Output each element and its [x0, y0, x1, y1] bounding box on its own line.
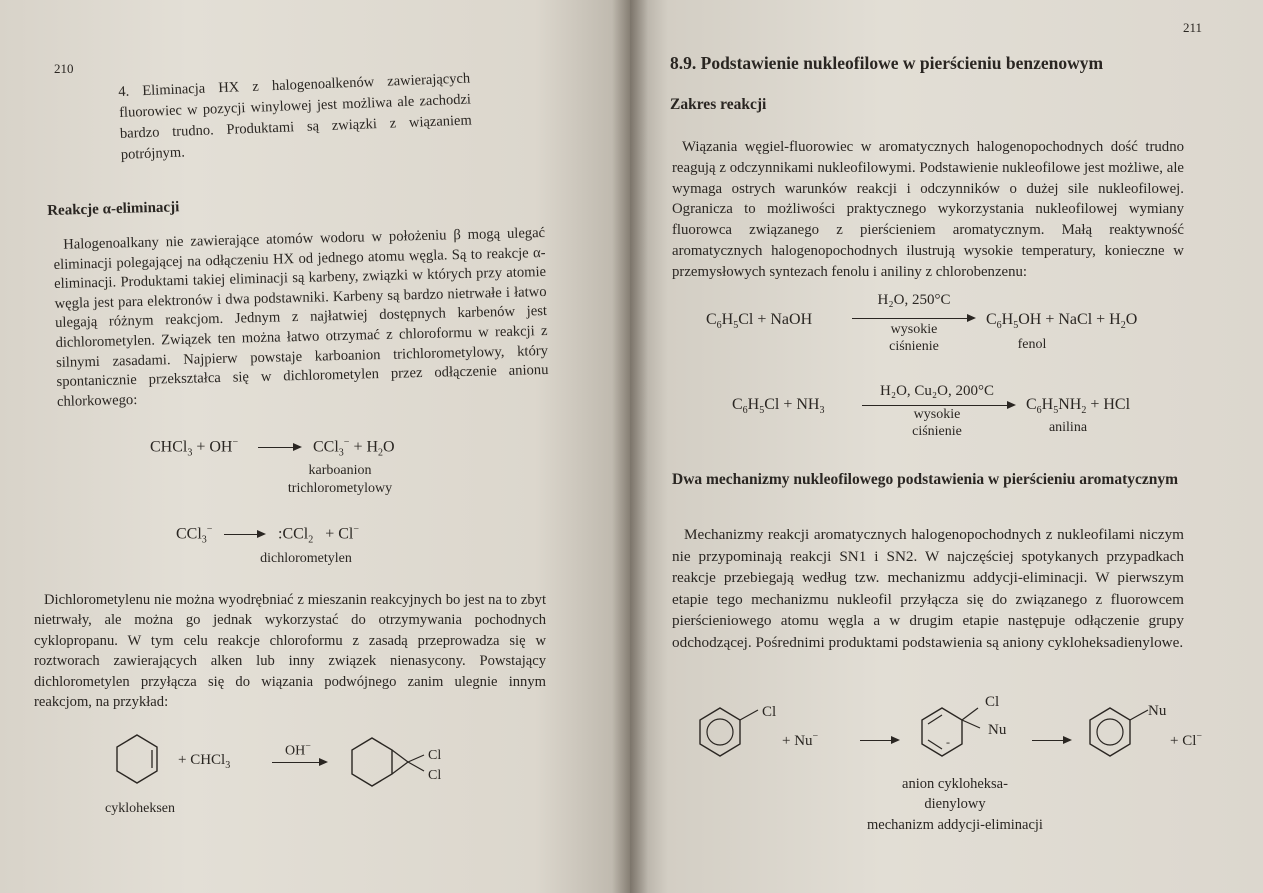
paragraph: Mechanizmy reakcji aromatycznych halogenopochodnych z nukleofilami niczym nie przypominają reakcji SN1 i SN2. W najczęściej spotykanych przypadkach reakcje przebiegają według tzw. mechanizmu addycji-eliminacji. W pierwszym etapie tego mechanizmu nukleofil przyłącza się do związanego z fluorowcem pierścieniowego atomu węgla a w drugim etapie następuje odłączenie grupy odchodzącej. Pośrednimi produktami podstawienia są aniony cykloheksadienylowe. [672, 526, 1184, 651]
reaction-arrow [272, 762, 326, 763]
mechanism-caption: mechanizm addycji-eliminacji [867, 817, 1043, 833]
section-heading: Reakcje α-eliminacji [47, 199, 180, 219]
substituent-nu: Nu [1148, 703, 1167, 719]
substituent-nu: Nu [988, 722, 1007, 738]
reaction-condition: H₂O, 250°C [877, 292, 951, 308]
list-item-4: 4. Eliminacja HX z halogenoalkenów zawierających fluorowiec w pozycji winylowej jest możliwa ale zachodzi bardzo trudno. Produktami są związki z wiązaniem potrójnym. [118, 70, 473, 163]
equation-1-left: CHCl$_3$ + OH− [150, 437, 239, 459]
product-label: dichlorometylen [260, 551, 352, 566]
reaction-condition: wysokie [913, 407, 961, 422]
substituent-cl: Cl [428, 748, 442, 763]
section-heading: Dwa mechanizmy nukleofilowego podstawienia w pierścieniu aromatycznym [672, 471, 1179, 488]
reaction-arrow [258, 447, 300, 448]
nucleophile: + Nu− [782, 731, 819, 749]
reagent: + CHCl$_3$ [178, 752, 231, 771]
reaction-2-reactants: $C_6H_5Cl + NH_3$ [732, 396, 825, 417]
compound-label: cykloheksen [105, 801, 175, 816]
paragraph: Dichlorometylenu nie można wyodrębniać z mieszanin reakcyjnych bo jest na to zbyt nietrwały, ale można go jednak wykorzystać do otrzymywania pochodnych cyklopropanu. W tym celu reakcje chloroformu z zasadą przeprowadza się w roztworach zawierających alken lub inny związek nienasycony. Powstający dichlorometylen przyłącza się do wiązania podwójnego zanim ulegnie innym reakcjom, na przykład: [34, 592, 546, 711]
product-label: fenol [1017, 337, 1047, 352]
paragraph: Wiązania węgiel-fluorowiec w aromatycznych halogenopochodnych dość trudno reagują z odczynnikami nukleofilowymi. Podstawienie nukleofilowe jest możliwe, ale wymaga ostrych warunków reakcji i odczynników o dużej sile nukleofilowej. Ogranicza to możliwości praktycznego wykorzystania nukleofilowej wymiany fluorowca związanego z pierścieniem aromatycznym. Małą reaktywność aromatycznych halogenopochodnych ilustrują wysokie temperatury, konieczne w przemysłowych syntezach fenolu i aniliny z chlorobenzenu: [672, 139, 1184, 280]
reaction-1-products: $C_6H_5OH$ + NaCl + $H_2O$ [986, 311, 1138, 332]
product-label: anilina [1048, 420, 1088, 435]
product-label: trichlorometylowy [287, 481, 393, 496]
intermediate-label: dienylowy [924, 796, 986, 812]
equation-2-left: CCl$_3$− [176, 524, 213, 546]
reaction-condition: wysokie [890, 322, 938, 337]
reaction-arrow [862, 405, 1014, 406]
left-page [0, 0, 630, 893]
reaction-arrow [852, 318, 974, 319]
arrow-condition: OH− [285, 741, 311, 759]
reaction-condition: ciśnienie [889, 339, 939, 354]
substituent-cl: Cl [428, 768, 442, 783]
reaction-arrow [860, 740, 898, 741]
dichlorocyclopropane-structure [348, 735, 428, 805]
equation-2-right: :CCl$_2$ + Cl− [278, 524, 360, 546]
substituent-cl: Cl [762, 704, 777, 720]
book-gutter [612, 0, 648, 893]
intermediate-label: anion cykloheksa- [902, 776, 1008, 792]
equation-1-right: $CCl_3^- + H_2O$ [313, 437, 395, 459]
reaction-condition: H₂O, Cu₂O, 200°C [880, 383, 994, 399]
page-number: 210 [54, 61, 74, 76]
reaction-condition: ciśnienie [912, 424, 962, 439]
leaving-group: + Cl− [1170, 731, 1203, 749]
subheading: Zakres reakcji [670, 96, 767, 113]
right-page [630, 0, 1263, 893]
reaction-arrow [224, 534, 264, 535]
svg-text:-: - [946, 735, 950, 749]
product-label: karboanion [308, 463, 372, 478]
reaction-arrow [1032, 740, 1070, 741]
reaction-2-products: $C_6H_5NH_2$ + HCl [1026, 396, 1131, 417]
reaction-1-reactants: $C_6H_5Cl$ + NaOH [706, 311, 813, 332]
chlorobenzene-structure [698, 706, 768, 766]
section-title: 8.9. Podstawienie nukleofilowe w pierścieniu benzenowym [670, 53, 1104, 73]
substituent-cl: Cl [985, 694, 1000, 710]
page-number: 211 [1183, 20, 1203, 35]
paragraph: Halogenoalkany nie zawierające atomów wodoru w położeniu β mogą ulegać eliminacji polegającej na odłączeniu HX od jednego atomu węgla. Są to reakcje α-eliminacji. Produktami takiej eliminacji są karbeny, związki w których przy atomie węgla jest para elektronów i dwa podstawniki. Karbeny są bardzo nietrwałe i łatwo ulegają różnym reakcjom. Jednym z najłatwiej dostępnych karbenów jest dichlorometylen. Związek ten można łatwo otrzymać z chloroformu w reakcji z silnymi zasadami. Najpierw powstaje karboanion trichlorometylowy, który spontanicznie przekształca się w dichlorometylen przez odłączenie anionu chlorkowego: [53, 224, 549, 410]
cyclohexene-structure [110, 730, 180, 800]
